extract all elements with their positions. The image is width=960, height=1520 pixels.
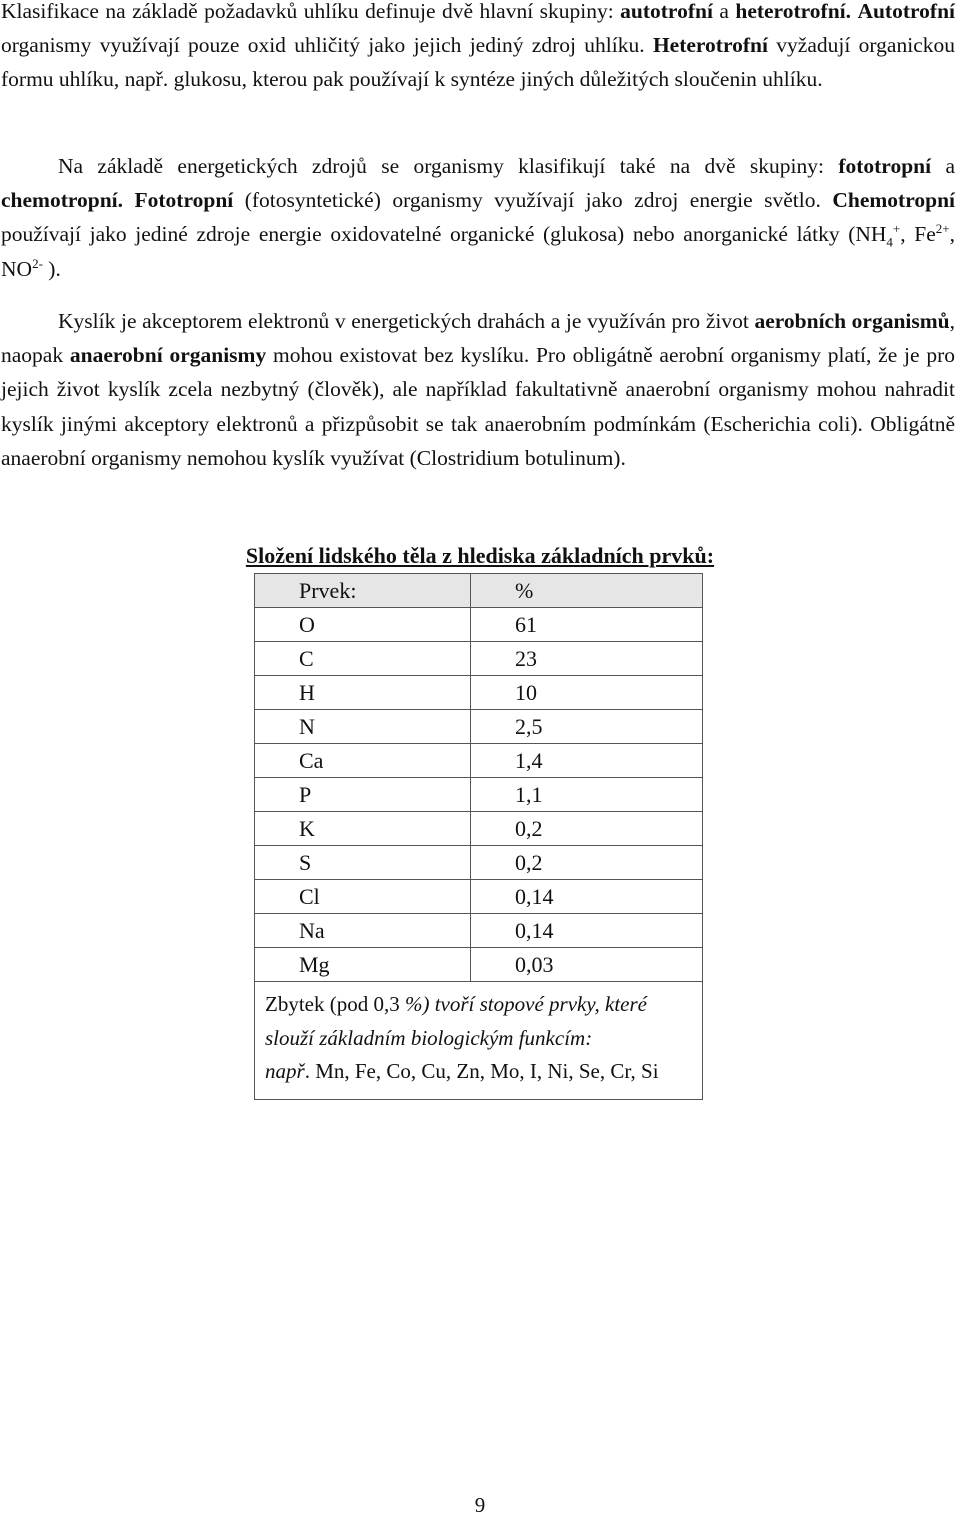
- element-percent: 23: [471, 642, 703, 676]
- table-row: [255, 812, 703, 846]
- term-autotrofni: autotrofní: [620, 0, 713, 23]
- term-chemotropni: Chemotropní: [832, 188, 955, 213]
- table-row: [255, 948, 703, 982]
- element-symbol: C: [255, 642, 471, 676]
- table-header-row: [255, 574, 703, 608]
- paragraph-oxygen: [1, 304, 955, 475]
- element-percent: 0,03: [471, 948, 703, 982]
- page-number: 9: [474, 1493, 486, 1517]
- element-percent: 1,1: [471, 778, 703, 812]
- text-span: vyžadují organickou formu uhlíku, např. glukosu, kterou pak používají k syntéze jiných důležitých sloučenin uhlíku.: [1, 33, 955, 92]
- term-aerobni: aerobních organismů: [754, 309, 950, 333]
- element-symbol: H: [255, 676, 471, 710]
- element-percent: 10: [471, 676, 703, 710]
- term-chemotropni: chemotropní.: [1, 188, 124, 213]
- note-example-label: např: [265, 1059, 305, 1083]
- element-percent: 0,2: [471, 846, 703, 880]
- trace-elements-note: [255, 982, 703, 1100]
- element-percent: 1,4: [471, 744, 703, 778]
- table-heading: Složení lidského těla z hlediska základních prvků:: [245, 543, 715, 568]
- text-span: , NO: [1, 222, 955, 281]
- superscript: +: [892, 221, 901, 237]
- elements-table: [254, 573, 703, 1100]
- table-row: [255, 914, 703, 948]
- note-example-list: . Mn, Fe, Co, Cu, Zn, Mo, I, Ni, Se, Cr, Si: [304, 1059, 659, 1083]
- text-span: Klasifikace na základě požadavků uhlíku definuje dvě hlavní skupiny:: [1, 0, 621, 23]
- term-fototropni: fototropní: [838, 154, 932, 178]
- column-header-percent: %: [471, 574, 703, 608]
- element-percent: 2,5: [471, 710, 703, 744]
- text-span: organismy využívají pouze oxid uhličitý jako jejich jediný zdroj uhlíku.: [1, 33, 653, 58]
- superscript: 2+: [935, 221, 950, 237]
- text-span: používají jako jediné zdroje energie oxidovatelné organické (glukosa) nebo anorganické látky (NH: [1, 222, 887, 247]
- note-text-italic: %) tvoří stopové prvky, které slouží základním biologickým funkcím:: [265, 992, 647, 1050]
- paragraph-carbon-classification: [1, 0, 955, 97]
- term-heterotrofni: Heterotrofní: [652, 33, 768, 58]
- note-text: Zbytek (pod 0,3: [265, 992, 400, 1016]
- element-symbol: Cl: [255, 880, 471, 914]
- element-symbol: K: [255, 812, 471, 846]
- column-header-element: Prvek:: [255, 574, 471, 608]
- table-row: [255, 778, 703, 812]
- text-span: , Fe: [900, 222, 936, 247]
- table-row: [255, 846, 703, 880]
- table-row: [255, 744, 703, 778]
- element-symbol: S: [255, 846, 471, 880]
- text-span: Na základě energetických zdrojů se organismy klasifikují také na dvě skupiny:: [58, 154, 839, 178]
- term-fototropni: Fototropní: [134, 188, 234, 213]
- superscript: 2-: [32, 255, 43, 271]
- table-note-row: [255, 982, 703, 1100]
- text-span: ).: [42, 256, 61, 281]
- element-percent: 0,14: [471, 880, 703, 914]
- table-row: [255, 710, 703, 744]
- element-symbol: Mg: [255, 948, 471, 982]
- subscript: 4: [886, 234, 893, 250]
- text-span: , naopak: [1, 309, 956, 368]
- element-symbol: Na: [255, 914, 471, 948]
- element-percent: 0,14: [471, 914, 703, 948]
- element-symbol: O: [255, 608, 471, 642]
- element-symbol: Ca: [255, 744, 471, 778]
- text-span: a: [931, 154, 955, 178]
- term-heterotrofni: heterotrofní.: [735, 0, 851, 23]
- element-symbol: P: [255, 778, 471, 812]
- term-autotrofni: Autotrofní: [857, 0, 956, 23]
- paragraph-energy-classification: [1, 149, 955, 286]
- table-row: [255, 642, 703, 676]
- element-percent: 0,2: [471, 812, 703, 846]
- element-symbol: N: [255, 710, 471, 744]
- text-span: a: [712, 0, 736, 23]
- text-span: Kyslík je akceptorem elektronů v energetických drahách a je využíván pro život: [58, 309, 755, 333]
- table-row: [255, 880, 703, 914]
- element-percent: 61: [471, 608, 703, 642]
- term-anaerobni: anaerobní organismy: [69, 343, 267, 368]
- text-span: [123, 188, 134, 212]
- text-span: mohou existovat bez kyslíku. Pro obligátně aerobní organismy platí, že je pro jejich život kyslík zcela nezbytný (člověk), ale například fakultativně anaerobní organismy mohou nahradit kyslík jinými akceptory elektronů a přizpůsobit se tak anaerobním podmínkám (Escherichia coli). Obligátně anaerobní organismy nemohou kyslík využívat (Clostridium botulinum).: [1, 343, 955, 470]
- table-row: [255, 608, 703, 642]
- text-span: (fotosyntetické) organismy využívají jako zdroj energie světlo.: [233, 188, 833, 213]
- table-row: [255, 676, 703, 710]
